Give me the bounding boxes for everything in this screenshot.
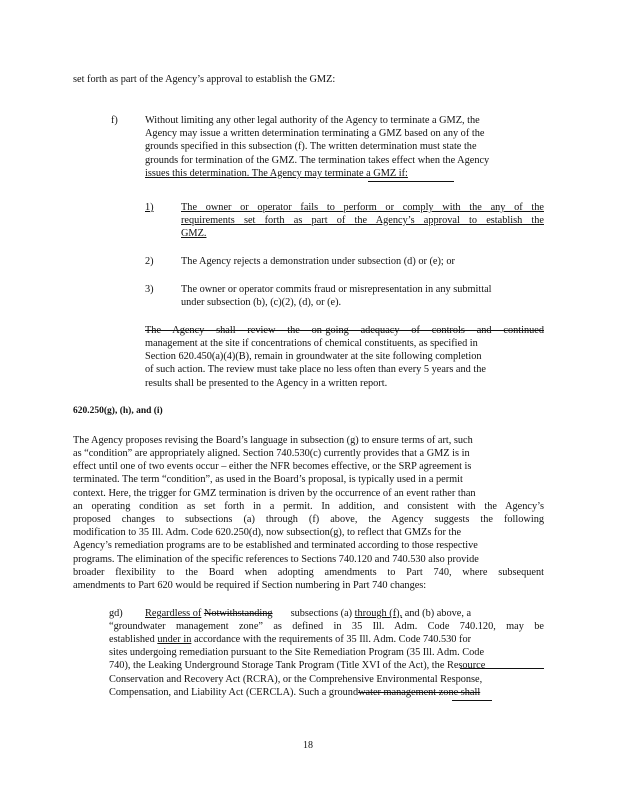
gd-regardless: Regardless of <box>145 608 202 619</box>
review-line-3: Section 620.450(a)(4)(B), remain in groundwater at the site following completion <box>145 351 482 362</box>
body-line-3: effect until one of two events occur – either the NFR becomes effective, or the SRP agreement is <box>73 461 472 472</box>
item-2-text: The Agency rejects a demonstration under subsection (d) or (e); or <box>181 256 455 267</box>
item-2-label: 2) <box>145 256 154 267</box>
subsection-f-line-3: grounds specified in this subsection (f). The written determination must state the <box>145 141 477 152</box>
item-1-line-3: GMZ. <box>181 228 207 239</box>
gd-under-in: under in <box>157 634 192 645</box>
section-heading: 620.250(g), (h), and (i) <box>73 406 163 416</box>
gd-line-6: Conservation and Recovery Act (RCRA), or the Comprehensive Environmental Response, <box>109 674 483 685</box>
review-line-2: management at the site if concentrations of chemical constituents, as specified in <box>145 338 478 349</box>
item-1-label: 1) <box>145 202 154 213</box>
body-line-7: proposed changes to subsections (a) through (f) above, the Agency suggests the following <box>73 514 544 525</box>
subsection-f-line-4: grounds for termination of the GMZ. The termination takes effect when the Agency <box>145 155 490 166</box>
gd-line-7-start: Compensation, and Liability Act (CERCLA). Such a ground <box>109 687 359 698</box>
gd-line-1 <box>145 608 471 620</box>
gd-subsections: subsections (a) <box>290 608 353 619</box>
body-line-6: an operating condition as set forth in a permit. In addition, and consistent with the Agency’s <box>73 501 544 512</box>
body-line-9: Agency’s remediation programs are to be established and terminated according to those respective <box>73 540 478 551</box>
body-line-4: terminated. The term “condition”, as used in the Board’s proposal, is typically used in a permit <box>73 474 463 485</box>
body-line-5: context. Here, the trigger for GMZ termination is driven by the occurrence of an event rather than <box>73 488 476 499</box>
subsection-f-line-5: issues this determination. The Agency may terminate a GMZ if: <box>145 168 408 179</box>
item-3-line-1: The owner or operator commits fraud or misrepresentation in any submittal <box>181 284 492 295</box>
underline-rule <box>368 181 454 182</box>
body-line-1: The Agency proposes revising the Board’s language in subsection (g) to ensure terms of art, such <box>73 435 473 446</box>
gd-line-4: sites undergoing remediation pursuant to the Site Remediation Program (35 Ill. Adm. Code <box>109 647 485 658</box>
review-line-5: results shall be presented to the Agency in a written report. <box>145 378 388 389</box>
body-line-2: as “condition” are appropriately aligned. Section 740.530(c) currently provides that a GMZ is in <box>73 448 470 459</box>
underline-rule <box>452 700 492 701</box>
gd-line-7 <box>109 687 480 699</box>
item-1-line-1: The owner or operator fails to perform or comply with the any of the <box>181 202 544 213</box>
subsection-f-label: f) <box>111 115 118 126</box>
gd-line-5: 740), the Leaking Underground Storage Tank Program (Title XVI of the Act), the Resource <box>109 660 486 671</box>
review-line-1: The Agency shall review the on-going adequacy of controls and continued <box>145 325 544 336</box>
subsection-gd-label: gd) <box>109 608 123 619</box>
item-1-line-2: requirements set forth as part of the Agency’s approval to establish the <box>181 215 544 226</box>
page-number: 18 <box>303 740 313 751</box>
subsection-f-line-1: Without limiting any other legal authority of the Agency to terminate a GMZ, the <box>145 115 480 126</box>
item-3-label: 3) <box>145 284 154 295</box>
item-3-line-2: under subsection (b), (c)(2), (d), or (e). <box>181 297 342 308</box>
review-line-4: of such action. The review must take place no less often than every 5 years and the <box>145 364 486 375</box>
body-line-10: programs. The elimination of the specific references to Sections 740.120 and 740.530 also provide <box>73 554 479 565</box>
gd-line-3-rest: accordance with the requirements of 35 Ill. Adm. Code 740.530 for <box>193 634 472 645</box>
gd-line-3 <box>109 634 471 646</box>
intro-line: set forth as part of the Agency’s approval to establish the GMZ: <box>73 74 336 85</box>
subsection-f-line-2: Agency may issue a written determination terminating a GMZ based on any of the <box>145 128 485 139</box>
gd-notwithstanding: Notwithstanding <box>203 608 273 619</box>
body-line-11: broader flexibility to the Board when adopting amendments to Part 740, where subsequent <box>73 567 544 578</box>
gd-through-f: through (f), <box>354 608 403 619</box>
gd-established: established <box>109 634 155 645</box>
gd-line-7-struck: water management zone shall <box>358 687 481 698</box>
gd-line-2: “groundwater management zone” as defined in 35 Ill. Adm. Code 740.120, may be <box>109 621 544 632</box>
gd-and-b: and (b) above, a <box>404 608 472 619</box>
body-line-8: modification to 35 Ill. Adm. Code 620.250(d), now subsection(g), to reflect that GMZs for the <box>73 527 462 538</box>
body-line-12: amendments to Part 620 would be required if Section numbering in Part 740 changes: <box>73 580 427 591</box>
